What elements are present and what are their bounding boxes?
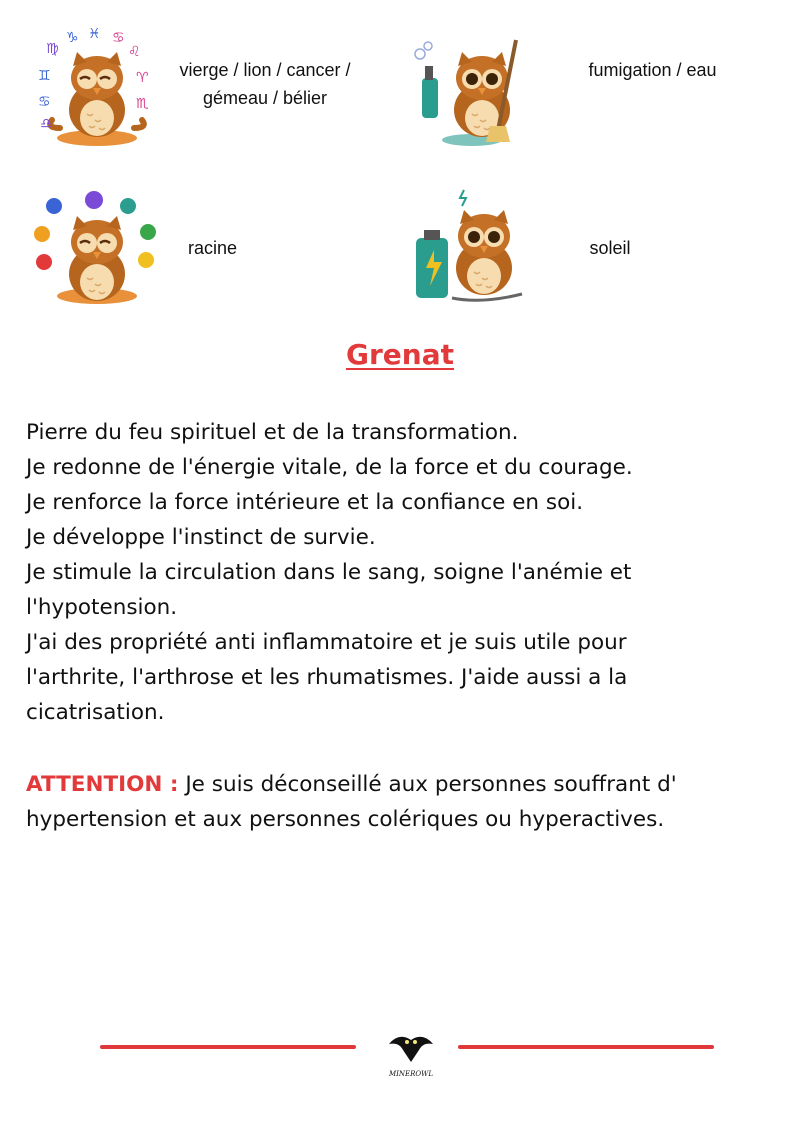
logo-text: MINEROWL [388,1070,434,1078]
footer-divider-left [100,1045,356,1049]
svg-text:♓: ♓ [88,28,101,41]
svg-text:♑: ♑ [66,29,79,45]
svg-text:♏: ♏ [136,95,149,111]
body-line: cicatrisation. [26,700,165,725]
body-line: Je redonne de l'énergie vitale, de la force et du courage. [26,455,633,480]
body-line: Je développe l'instinct de survie. [26,525,376,550]
svg-text:♌: ♌ [128,43,141,59]
body-line: Pierre du feu spirituel et de la transformation. [26,420,519,445]
body-line: l'arthrite, l'arthrose et les rhumatismes. J'aide aussi a la [26,665,628,690]
cell-label-zodiac: vierge / lion / cancer / gémeau / bélier [179,60,351,108]
svg-text:♋: ♋ [38,93,51,109]
chakra-owl-icon [32,190,162,313]
cell-label-cleaning: fumigation / eau [588,60,717,80]
svg-text:♊: ♊ [38,67,51,83]
body-line: Je stimule la circulation dans le sang, soigne l'anémie et [26,560,632,585]
svg-text:♋: ♋ [112,29,125,45]
owl-moon-logo-icon [379,1010,443,1085]
warning-label: ATTENTION : [26,772,179,797]
svg-text:♍: ♍ [46,40,59,56]
footer-divider-right [458,1045,714,1049]
page-title: Grenat [346,338,454,371]
description-text [26,415,766,730]
warning-text: Je suis déconseillé aux personnes souffrant d' [178,772,677,797]
warning-block [26,767,786,837]
body-line: J'ai des propriété anti inflammatoire et je suis utile pour [26,630,627,655]
warning-text-cont: hypertension et aux personnes colériques ou hyperactives. [26,807,665,832]
cleaning-owl-icon [412,34,532,154]
body-line: Je renforce la force intérieure et la confiance en soi. [26,490,584,515]
charging-owl-icon [412,188,532,311]
svg-text:♎: ♎ [40,115,53,131]
cell-label-chakra: racine [187,238,238,258]
svg-text:♈: ♈ [136,69,149,85]
body-line: l'hypotension. [26,595,178,620]
zodiac-owl-icon [32,28,162,158]
cell-label-charging: soleil [589,238,631,258]
